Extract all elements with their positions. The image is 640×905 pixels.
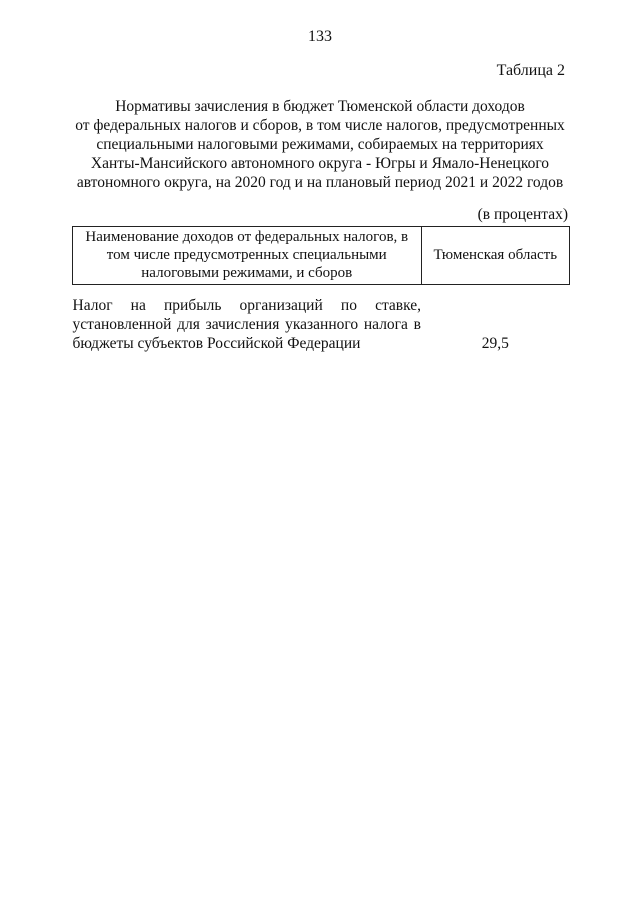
table-label: Таблица 2 [496, 62, 565, 79]
table-header-row [73, 227, 570, 285]
header-name-line: том числе предусмотренных специальными [106, 247, 387, 263]
row-name-line: Налог на прибыль организаций по ставке, [72, 297, 422, 314]
row-region-value: 29,5 [481, 335, 509, 352]
header-region: Тюменская область [421, 227, 569, 285]
page-number: 133 [308, 28, 332, 45]
header-name-line: налоговыми режимами, и сборов [141, 265, 353, 281]
title-line: специальными налоговыми режимами, собираемых на территориях [96, 136, 544, 153]
title-line: от федеральных налогов и сборов, в том числе налогов, предусмотренных [75, 117, 565, 134]
title-line: Ханты-Мансийского автономного округа - Югры и Ямало-Ненецкого [90, 155, 550, 172]
table-row [73, 285, 570, 354]
row-income-name [73, 285, 422, 354]
header-income-name [73, 227, 422, 285]
title-line: Нормативы зачисления в бюджет Тюменской области доходов [115, 98, 525, 115]
row-name-line: установленной для зачисления указанного налога в [72, 316, 422, 333]
header-name-line: Наименование доходов от федеральных налогов, в [85, 229, 409, 245]
document-title [60, 97, 580, 192]
units-note: (в процентах) [477, 206, 568, 223]
title-line: автономного округа, на 2020 год и на плановый период 2021 и 2022 годов [76, 174, 564, 191]
rates-table [72, 226, 570, 353]
row-name-line: бюджеты субъектов Российской Федерации [72, 335, 361, 352]
